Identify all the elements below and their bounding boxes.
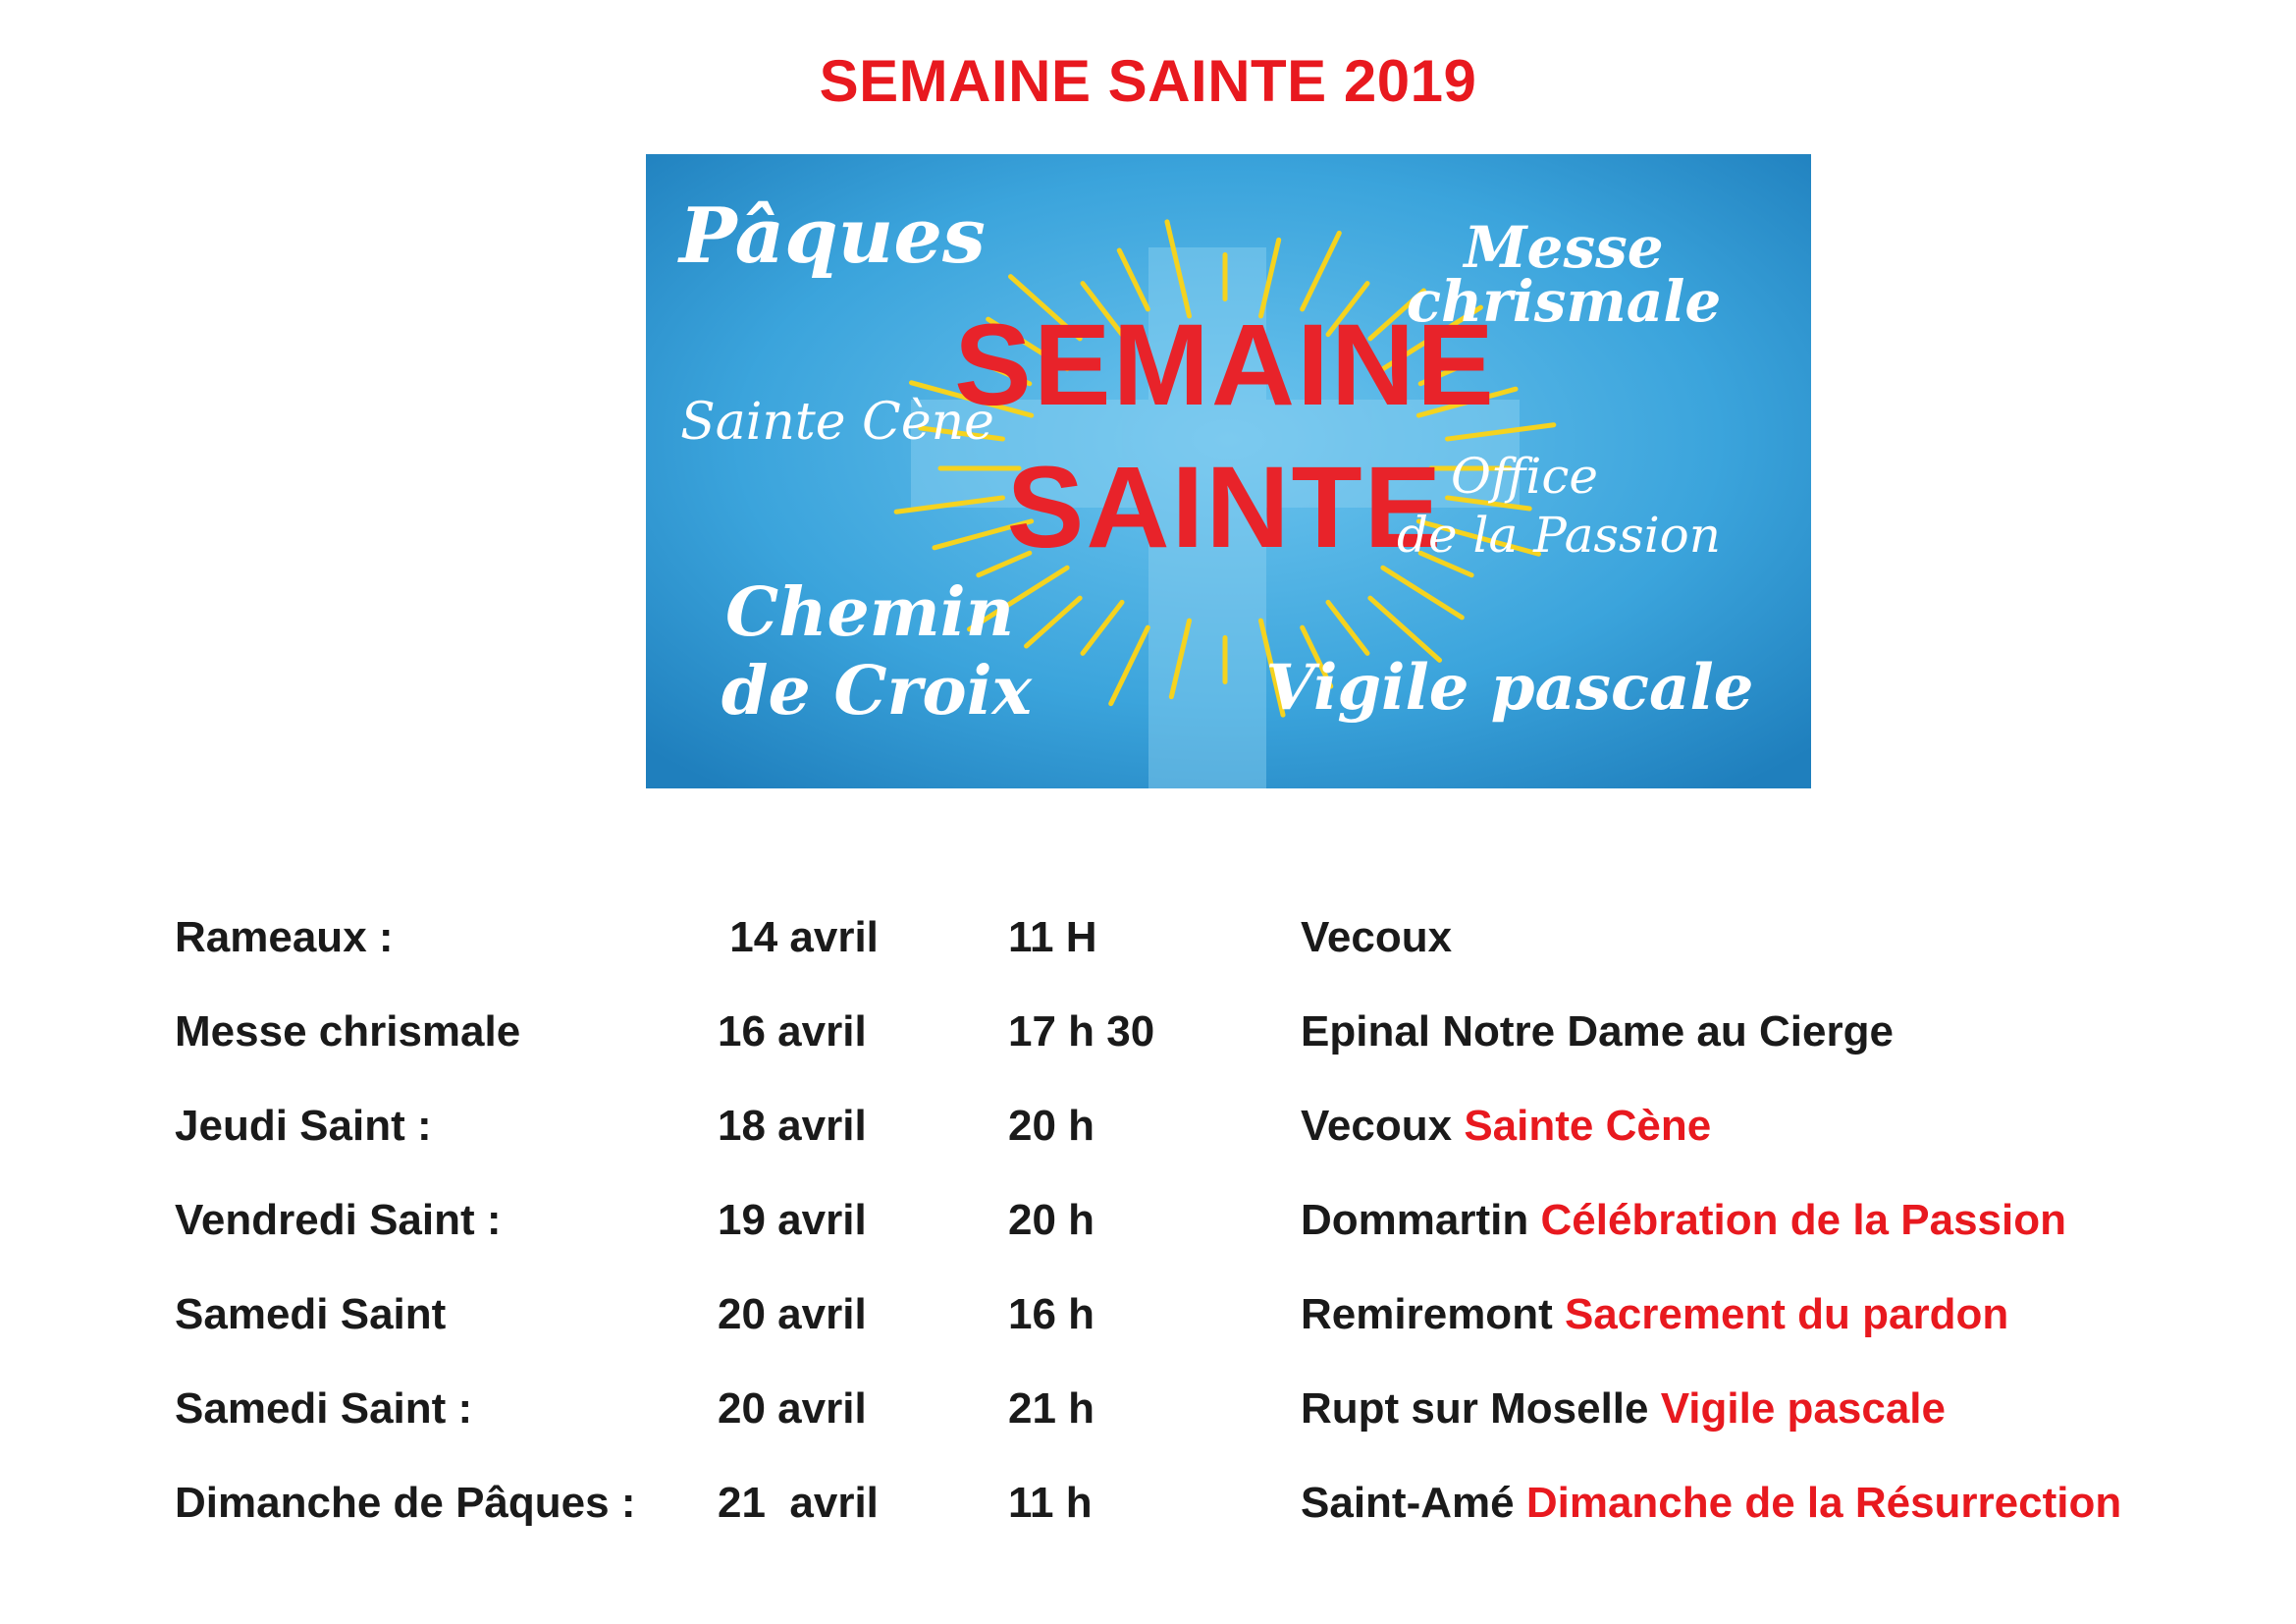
event-date: 21 avril <box>718 1479 879 1527</box>
event-highlight: Sainte Cène <box>1464 1102 1712 1150</box>
event-date: 16 avril <box>718 1007 867 1056</box>
event-place: Saint-Amé <box>1301 1479 1515 1527</box>
event-place-line <box>1301 1384 1946 1434</box>
banner-word-chemin: Chemin <box>724 573 1015 652</box>
banner-headline-line1: SEMAINE <box>954 300 1496 430</box>
page-title: SEMAINE SAINTE 2019 <box>819 48 1477 114</box>
banner-word-de-croix: de Croix <box>721 652 1033 731</box>
schedule-row <box>175 1102 2236 1196</box>
event-time: 20 h <box>1008 1196 1095 1244</box>
banner-word-office: Office <box>1451 448 1598 505</box>
event-date: 19 avril <box>718 1196 867 1244</box>
event-name: Rameaux : <box>175 913 394 961</box>
schedule-row <box>175 1196 2236 1290</box>
event-name: Jeudi Saint : <box>175 1102 432 1150</box>
schedule-row <box>175 1007 2236 1102</box>
event-time: 21 h <box>1008 1384 1095 1433</box>
event-place-line <box>1301 1102 1711 1151</box>
event-name: Samedi Saint : <box>175 1384 473 1433</box>
event-place-line <box>1301 913 1452 962</box>
banner-word-messe: Messe <box>1464 214 1664 281</box>
event-place-line <box>1301 1479 2121 1528</box>
event-name: Messe chrismale <box>175 1007 521 1056</box>
banner-word-chrismale: chrismale <box>1406 268 1722 335</box>
event-place: Dommartin <box>1301 1196 1529 1244</box>
event-highlight: Célébration de la Passion <box>1540 1196 2066 1244</box>
banner-illustration <box>646 154 1811 788</box>
banner-word-paques: Pâques <box>679 191 986 281</box>
schedule-row <box>175 1290 2236 1384</box>
event-name: Samedi Saint <box>175 1290 447 1338</box>
banner-word-sainte-cene: Sainte Cène <box>680 393 994 452</box>
event-time: 11 h <box>1008 1479 1093 1527</box>
event-place-line <box>1301 1007 1894 1056</box>
semaine-sainte-banner <box>646 154 1811 788</box>
banner-word-vigile-pascale: Vigile pascale <box>1265 651 1754 725</box>
event-time: 20 h <box>1008 1102 1095 1150</box>
schedule-row <box>175 1384 2236 1479</box>
event-place: Remiremont <box>1301 1290 1553 1338</box>
schedule-row <box>175 1479 2236 1573</box>
event-place: Rupt sur Moselle <box>1301 1384 1649 1433</box>
banner-headline-line2: SAINTE <box>1006 443 1444 572</box>
event-name: Dimanche de Pâques : <box>175 1479 636 1527</box>
schedule-table <box>175 913 2236 1573</box>
event-time: 16 h <box>1008 1290 1095 1338</box>
event-date: 20 avril <box>718 1384 867 1433</box>
event-date: 20 avril <box>718 1290 867 1338</box>
event-name: Vendredi Saint : <box>175 1196 502 1244</box>
event-highlight: Vigile pascale <box>1660 1384 1946 1433</box>
event-highlight: Sacrement du pardon <box>1564 1290 2009 1338</box>
event-time: 11 H <box>1008 913 1097 961</box>
event-highlight: Dimanche de la Résurrection <box>1525 1479 2122 1527</box>
event-date: 14 avril <box>718 913 879 961</box>
event-place: Vecoux <box>1301 1102 1453 1150</box>
schedule-row <box>175 913 2236 1007</box>
event-place-line <box>1301 1290 2008 1339</box>
banner-word-de-la-passion: de la Passion <box>1396 507 1722 564</box>
event-place: Epinal Notre Dame au Cierge <box>1301 1007 1894 1056</box>
event-place-line <box>1301 1196 2066 1245</box>
event-time: 17 h 30 <box>1008 1007 1155 1056</box>
event-place: Vecoux <box>1301 913 1453 961</box>
event-date: 18 avril <box>718 1102 867 1150</box>
